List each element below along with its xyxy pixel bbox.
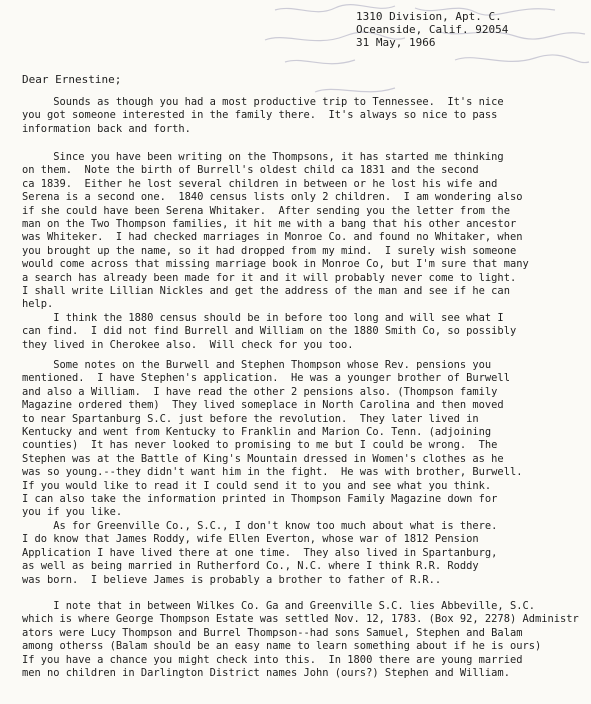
text-line: to near Spartanburg S.C. just before the revolution. They later lived in (22, 412, 479, 425)
text-line: Sounds as though you had a most productive trip to Tennessee. It's nice (22, 96, 504, 108)
text-line: you if you like. (22, 506, 123, 519)
address-line: 1310 Division, Apt. C. (356, 10, 502, 23)
paragraph-abbeville (22, 600, 579, 680)
text-line: and also a William. I have read the other 2 pensions also. (Thompson family (22, 385, 498, 398)
text-line: you brought up the name, so it had dropped from my mind. I surely wish someone (22, 244, 517, 257)
text-line: as well as being married in Rutherford Co., N.C. where I think R.R. Roddy (22, 560, 479, 573)
text-line: ators were Lucy Thompson and Burrel Thompson--had sons Samuel, Stephen and Balam (22, 626, 523, 639)
text-line: would come across that missing marriage book in Monroe Co, but I'm sure that many (22, 258, 529, 271)
sender-address-block (356, 10, 508, 49)
text-line: I can also take the information printed in Thompson Family Magazine down for (22, 493, 498, 506)
text-line: was born. I believe James is probably a brother to father of R.R.. (22, 573, 442, 586)
text-line: Stephen was at the Battle of King's Mountain dressed in Women's clothes as he (22, 452, 504, 465)
text-line: counties) It has never looked to promising to me but I could be wrong. The (22, 439, 498, 452)
text-line: a search has already been made for it and it will probably never come to light. (22, 271, 517, 284)
text-line: ca 1839. Either he lost several children in between or he lost his wife and (22, 177, 498, 190)
text-line: I note that in between Wilkes Co. Ga and Greenville S.C. lies Abbeville, S.C. (22, 600, 535, 612)
paragraph-tennessee-trip (22, 96, 504, 136)
text-line: Magazine ordered them) They lived someplace in North Carolina and then moved (22, 399, 504, 412)
text-line: you got someone interested in the family there. It's always so nice to pass (22, 109, 498, 122)
text-line: I think the 1880 census should be in before too long and will see what I (22, 312, 504, 324)
text-line: among otherss (Balam should be an easy name to learn something about if he is ours) (22, 640, 542, 653)
text-line: can find. I did not find Burrell and William on the 1880 Smith Co, so possibly (22, 325, 517, 338)
text-line: mentioned. I have Stephen's application. He was a younger brother of Burwell (22, 372, 510, 385)
text-line: help. (22, 298, 54, 311)
text-line: I shall write Lillian Nickles and get the address of the man and see if he can (22, 285, 510, 298)
text-line: I do know that James Roddy, wife Ellen Everton, whose war of 1812 Pension (22, 533, 479, 546)
text-line: Kentucky and went from Kentucky to Franklin and Marion Co. Tenn. (adjoining (22, 426, 492, 439)
text-line: information back and forth. (22, 122, 191, 135)
text-line: which is where George Thompson Estate was settled Nov. 12, 1783. (Box 92, 2278) Administr (22, 613, 579, 626)
paragraph-1880-census (22, 312, 516, 352)
text-line: if she could have been Serena Whitaker. After sending you the letter from the (22, 204, 510, 217)
text-line: was so young.--they didn't want him in the fight. He was with brother, Burwell. (22, 466, 523, 479)
text-line: was Whiteker. I had checked marriages in Monroe Co. and found no Whitaker, when (22, 231, 523, 244)
text-line: Since you have been writing on the Thompsons, it has started me thinking (22, 151, 504, 163)
text-line: on them. Note the birth of Burrell's oldest child ca 1831 and the second (22, 164, 479, 177)
text-line: Serena is a second one. 1840 census lists only 2 children. I am wondering also (22, 191, 523, 204)
paragraph-greenville (22, 520, 497, 587)
text-line: As for Greenville Co., S.C., I don't know too much about what is there. (22, 520, 498, 532)
text-line: Application I have lived there at one time. They also lived in Spartanburg, (22, 546, 498, 559)
address-line: Oceanside, Calif. 92054 (356, 23, 509, 36)
text-line: men no children in Darlington District names John (ours?) Stephen and William. (22, 667, 510, 680)
text-line: they lived in Cherokee also. Will check for you too. (22, 338, 354, 351)
paragraph-rev-pensions (22, 359, 522, 520)
paragraph-thompsons (22, 151, 529, 312)
text-line: man on the Two Thompson families, it hit me with a bang that his other ancestor (22, 218, 517, 231)
salutation: Dear Ernestine; (22, 73, 122, 86)
letter-date: 31 May, 1966 (356, 36, 436, 49)
text-line: Some notes on the Burwell and Stephen Thompson whose Rev. pensions you (22, 359, 492, 371)
text-line: If you would like to read it I could send it to you and see what you think. (22, 479, 492, 492)
text-line: If you have a chance you might check into this. In 1800 there are young married (22, 653, 523, 666)
